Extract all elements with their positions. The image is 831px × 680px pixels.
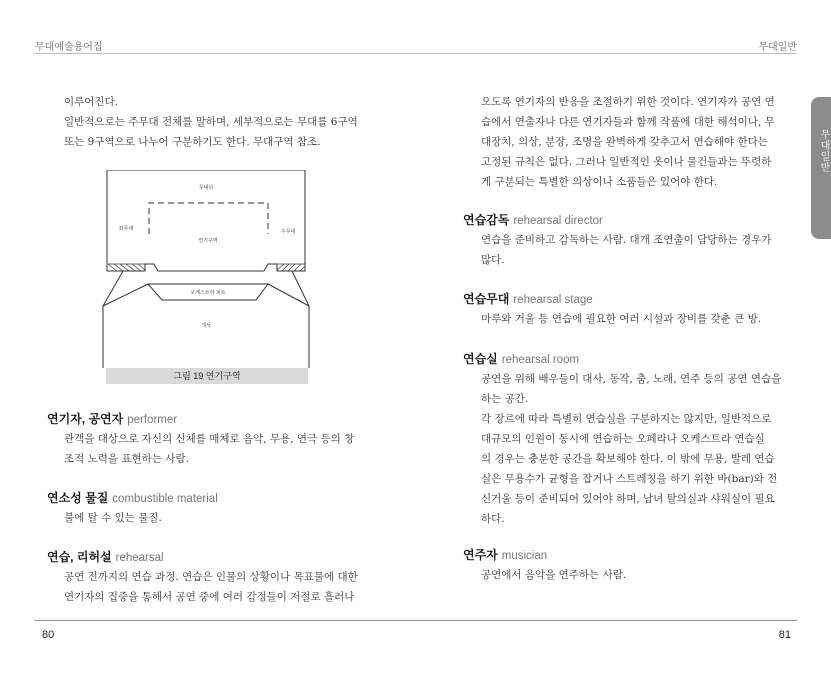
term-heading (463, 290, 593, 307)
text-line: 게 구분되는 특별한 의상이나 소품들은 있어야 한다. (481, 176, 718, 188)
term-definition (481, 230, 771, 270)
label-upstage: 무대뒤 (198, 185, 214, 191)
term-definition (64, 567, 358, 607)
label-acting-area: 연기구역 (198, 238, 218, 244)
acting-area-diagram (100, 170, 312, 368)
label-orchestra-pit: 오케스트라 피트 (190, 290, 226, 296)
text-line: 의 경우는 충분한 공간을 확보해야 한다. 이 밖에 무용, 발레 연습 (481, 453, 775, 465)
header-divider (34, 53, 797, 54)
label-left-wing: 좌무대 (118, 226, 134, 232)
term-english: rehearsal director (513, 215, 603, 227)
term-korean: 연습무대 (463, 292, 510, 306)
term-korean: 연주자 (463, 548, 498, 562)
term-korean: 연습감독 (463, 213, 510, 227)
text-line: 연습을 준비하고 감독하는 사람. 대개 조연출이 담당하는 경우가 (481, 234, 772, 246)
page-number-right: 81 (778, 629, 791, 641)
footer-divider (34, 620, 797, 621)
section-thumb-tab[interactable] (811, 97, 831, 239)
text-line: 습에서 연출자나 다른 연기자들과 함께 작품에 대한 해석이나, 무 (481, 116, 775, 128)
right-intro-paragraph (481, 92, 775, 192)
term-english: performer (127, 414, 178, 426)
text-line: 하다. (481, 513, 505, 525)
term-definition (481, 369, 781, 529)
text-line: 조적 노력을 표현하는 사람. (64, 453, 189, 465)
term-korean: 연습실 (463, 352, 498, 366)
term-english: rehearsal room (501, 354, 580, 366)
text-line: 대규모의 인원이 동시에 연습하는 오페라나 오케스트라 연습실 (481, 433, 765, 445)
figure-caption: 그림 19 연기구역 (106, 368, 308, 384)
text-line: 또는 9구역으로 나누어 구분하기도 한다. 무대구역 참조. (64, 136, 321, 148)
label-right-wing: 우무대 (280, 229, 296, 235)
text-line: 공연에서 음악을 연주하는 사람. (481, 569, 627, 581)
term-korean: 연습, 리허설 (47, 550, 112, 564)
text-line: 하는 공간. (481, 393, 529, 405)
term-english: musician (501, 550, 548, 562)
text-line: 이루어진다. (64, 96, 119, 108)
text-line: 공연 전까지의 연습 과정. 연습은 인물의 상황이나 목표물에 대한 (64, 571, 358, 583)
text-line: 불에 탈 수 있는 물질. (64, 512, 162, 524)
text-line: 공연을 위해 배우들이 대사, 동작, 춤, 노래, 연주 등의 공연 연습을 (481, 373, 782, 385)
term-heading (463, 211, 603, 228)
auditorium-outline (103, 271, 309, 368)
label-audience: 객석 (201, 323, 211, 329)
term-definition (64, 429, 354, 469)
term-definition (481, 309, 761, 329)
text-line: 일반적으로는 주무대 전체를 말하며, 세부적으로는 무대를 6구역 (64, 116, 358, 128)
term-heading (463, 350, 579, 367)
term-english: rehearsal stage (513, 294, 593, 306)
term-english: rehearsal (115, 552, 164, 564)
text-line: 대장치, 의상, 분장, 조명을 완벽하게 갖추고서 연습해야 한다는 (481, 136, 768, 148)
text-line: 신거울 등이 준비되어 있어야 하며, 남녀 탈의실과 샤워실이 필요 (481, 493, 775, 505)
text-line: 고정된 규칙은 없다. 그러나 일반적인 옷이나 물건들과는 뚜렷하 (481, 156, 772, 168)
text-line: 연기자의 집중을 통해서 공연 중에 여러 감정들이 저절로 흘러나 (64, 591, 355, 603)
text-line: 오도록 연기자의 반응을 조절하기 위한 것이다. 연기자가 공연 연 (481, 96, 775, 108)
text-line: 마루와 거울 등 연습에 필요한 여러 시설과 장비를 갖춘 큰 방. (481, 313, 762, 325)
term-definition (481, 565, 626, 585)
left-intro-paragraph (64, 92, 358, 152)
term-heading (47, 489, 218, 506)
text-line: 실은 무용수가 균형을 잡거나 스트레칭을 하기 위한 바(bar)와 전 (481, 473, 778, 485)
acting-area-boundary (149, 203, 268, 234)
section-tab-label: 무대일반 (818, 129, 829, 173)
page-number-left: 80 (42, 629, 55, 641)
text-line: 각 장르에 따라 특별히 연습실을 구분하지는 않지만, 일반적으로 (481, 413, 772, 425)
term-heading (463, 546, 547, 563)
term-korean: 연기자, 공연자 (47, 412, 124, 426)
term-definition (64, 508, 162, 528)
term-english: combustible material (112, 493, 218, 505)
term-heading (47, 548, 164, 565)
running-header-left: 무대예술용어집 (35, 42, 103, 53)
term-heading (47, 410, 177, 427)
text-line: 많다. (481, 254, 505, 266)
text-line: 관객을 대상으로 자신의 신체를 매체로 음악, 무용, 연극 등의 창 (64, 433, 355, 445)
term-korean: 연소성 물질 (47, 491, 109, 505)
running-header-right: 무대일반 (758, 42, 797, 53)
